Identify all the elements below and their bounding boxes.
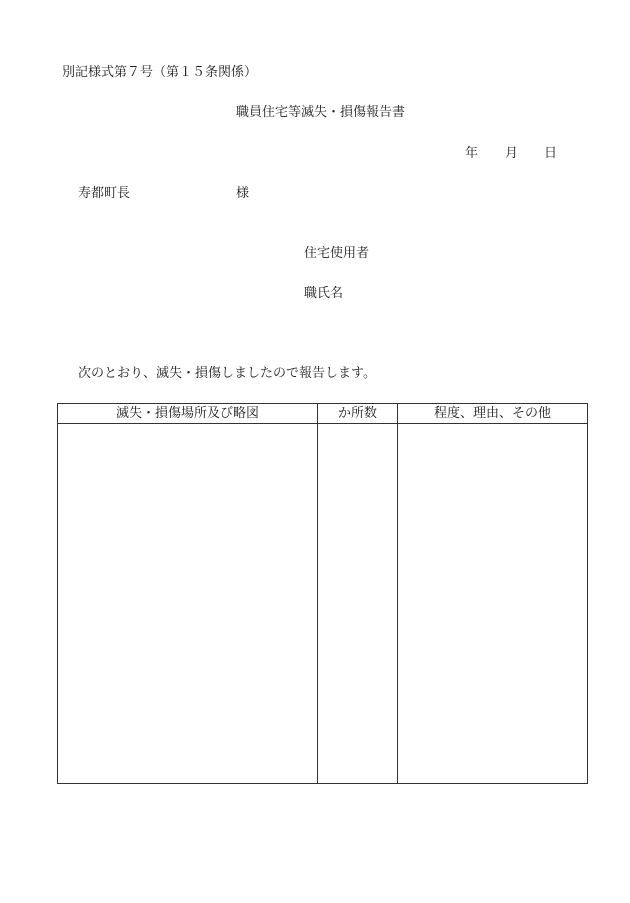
report-statement: 次のとおり、滅失・損傷しましたので報告します。 [78, 366, 376, 381]
staff-name-label: 職氏名 [304, 286, 344, 301]
form-number: 別記様式第７号（第１５条関係） [62, 65, 258, 80]
table-body-row [58, 424, 588, 784]
cell-location-count[interactable] [318, 424, 398, 784]
cell-extent-reason-other[interactable] [398, 424, 588, 784]
honorific: 様 [236, 186, 250, 201]
addressee: 寿都町長 [78, 186, 131, 201]
header-extent-reason-other: 程度、理由、その他 [398, 404, 588, 424]
header-location-count: か所数 [318, 404, 398, 424]
occupant-label: 住宅使用者 [304, 246, 370, 261]
document-title: 職員住宅等滅失・損傷報告書 [236, 105, 406, 120]
table-header-row [58, 404, 588, 424]
date-year-label: 年 [465, 146, 479, 161]
header-location-sketch: 滅失・損傷場所及び略図 [58, 404, 318, 424]
cell-location-sketch[interactable] [58, 424, 318, 784]
date-month-label: 月 [505, 146, 519, 161]
report-table [57, 403, 588, 784]
date-day-label: 日 [544, 146, 558, 161]
